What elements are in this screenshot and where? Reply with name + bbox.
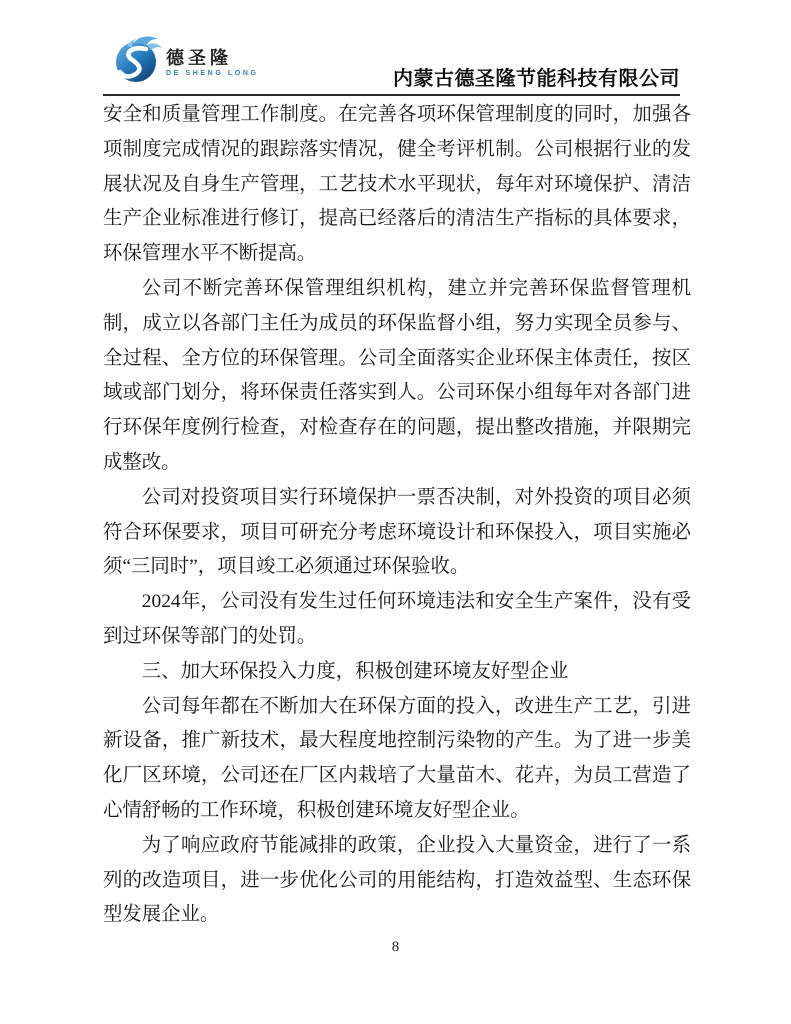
paragraph-2: 公司不断完善环保管理组织机构，建立并完善环保监督管理机制，成立以各部门主任为成员的环保监督小组，努力实现全员参与、全过程、全方位的环保管理。公司全面落实企业环保主体责任，按区域或部门划分，将环保责任落实到人。公司环保小组每年对各部门进行环保年度例行检查，对检查存在的问题，提出整改措施，并限期完成整改。 xyxy=(103,277,691,473)
paragraph-1: 安全和质量管理工作制度。在完善各项环保管理制度的同时，加强各项制度完成情况的跟踪落实情况，健全考评机制。公司根据行业的发展状况及自身生产管理，工艺技术水平现状，每年对环境保护、清洁生产企业标准进行修订，提高已经落后的清洁生产指标的具体要求，环保管理水平不断提高。 xyxy=(103,104,691,265)
paragraph-5: 公司每年都在不断加大在环保方面的投入，改进生产工艺，引进新设备，推广新技术，最大程度地控制污染物的产生。为了进一步美化厂区环境，公司还在厂区内栽培了大量苗木、花卉，为员工营造了心情舒畅的工作环境，积极创建环境友好型企业。 xyxy=(103,695,691,821)
page-footer xyxy=(0,938,791,956)
paragraph-3: 公司对投资项目实行环境保护一票否决制，对外投资的项目必须符合环保要求，项目可研充分考虑环境设计和环保投入，项目实施必须“三同时”，项目竣工必须通过环保验收。 xyxy=(103,486,691,578)
logo-company-short-name: 德圣隆 xyxy=(166,48,232,68)
logo-text xyxy=(166,49,259,77)
dragon-s-logo-icon xyxy=(113,33,163,85)
logo-company-name-en: DE SHENG LONG xyxy=(166,70,259,77)
header-company-name: 内蒙古德圣隆节能科技有限公司 xyxy=(393,68,680,90)
paragraph-6: 为了响应政府节能减排的政策，企业投入大量资金，进行了一系列的改造项目，进一步优化公司的用能结构，打造效益型、生态环保型发展企业。 xyxy=(103,834,691,926)
section-heading: 三、加大环保投入力度，积极创建环境友好型企业 xyxy=(141,660,569,682)
page-number: 8 xyxy=(391,939,400,955)
document-body xyxy=(103,98,691,933)
page-header xyxy=(103,0,680,96)
company-logo xyxy=(113,33,259,85)
paragraph-4: 2024年，公司没有发生过任何环境违法和安全生产案件，没有受到过环保等部门的处罚。 xyxy=(103,591,691,647)
